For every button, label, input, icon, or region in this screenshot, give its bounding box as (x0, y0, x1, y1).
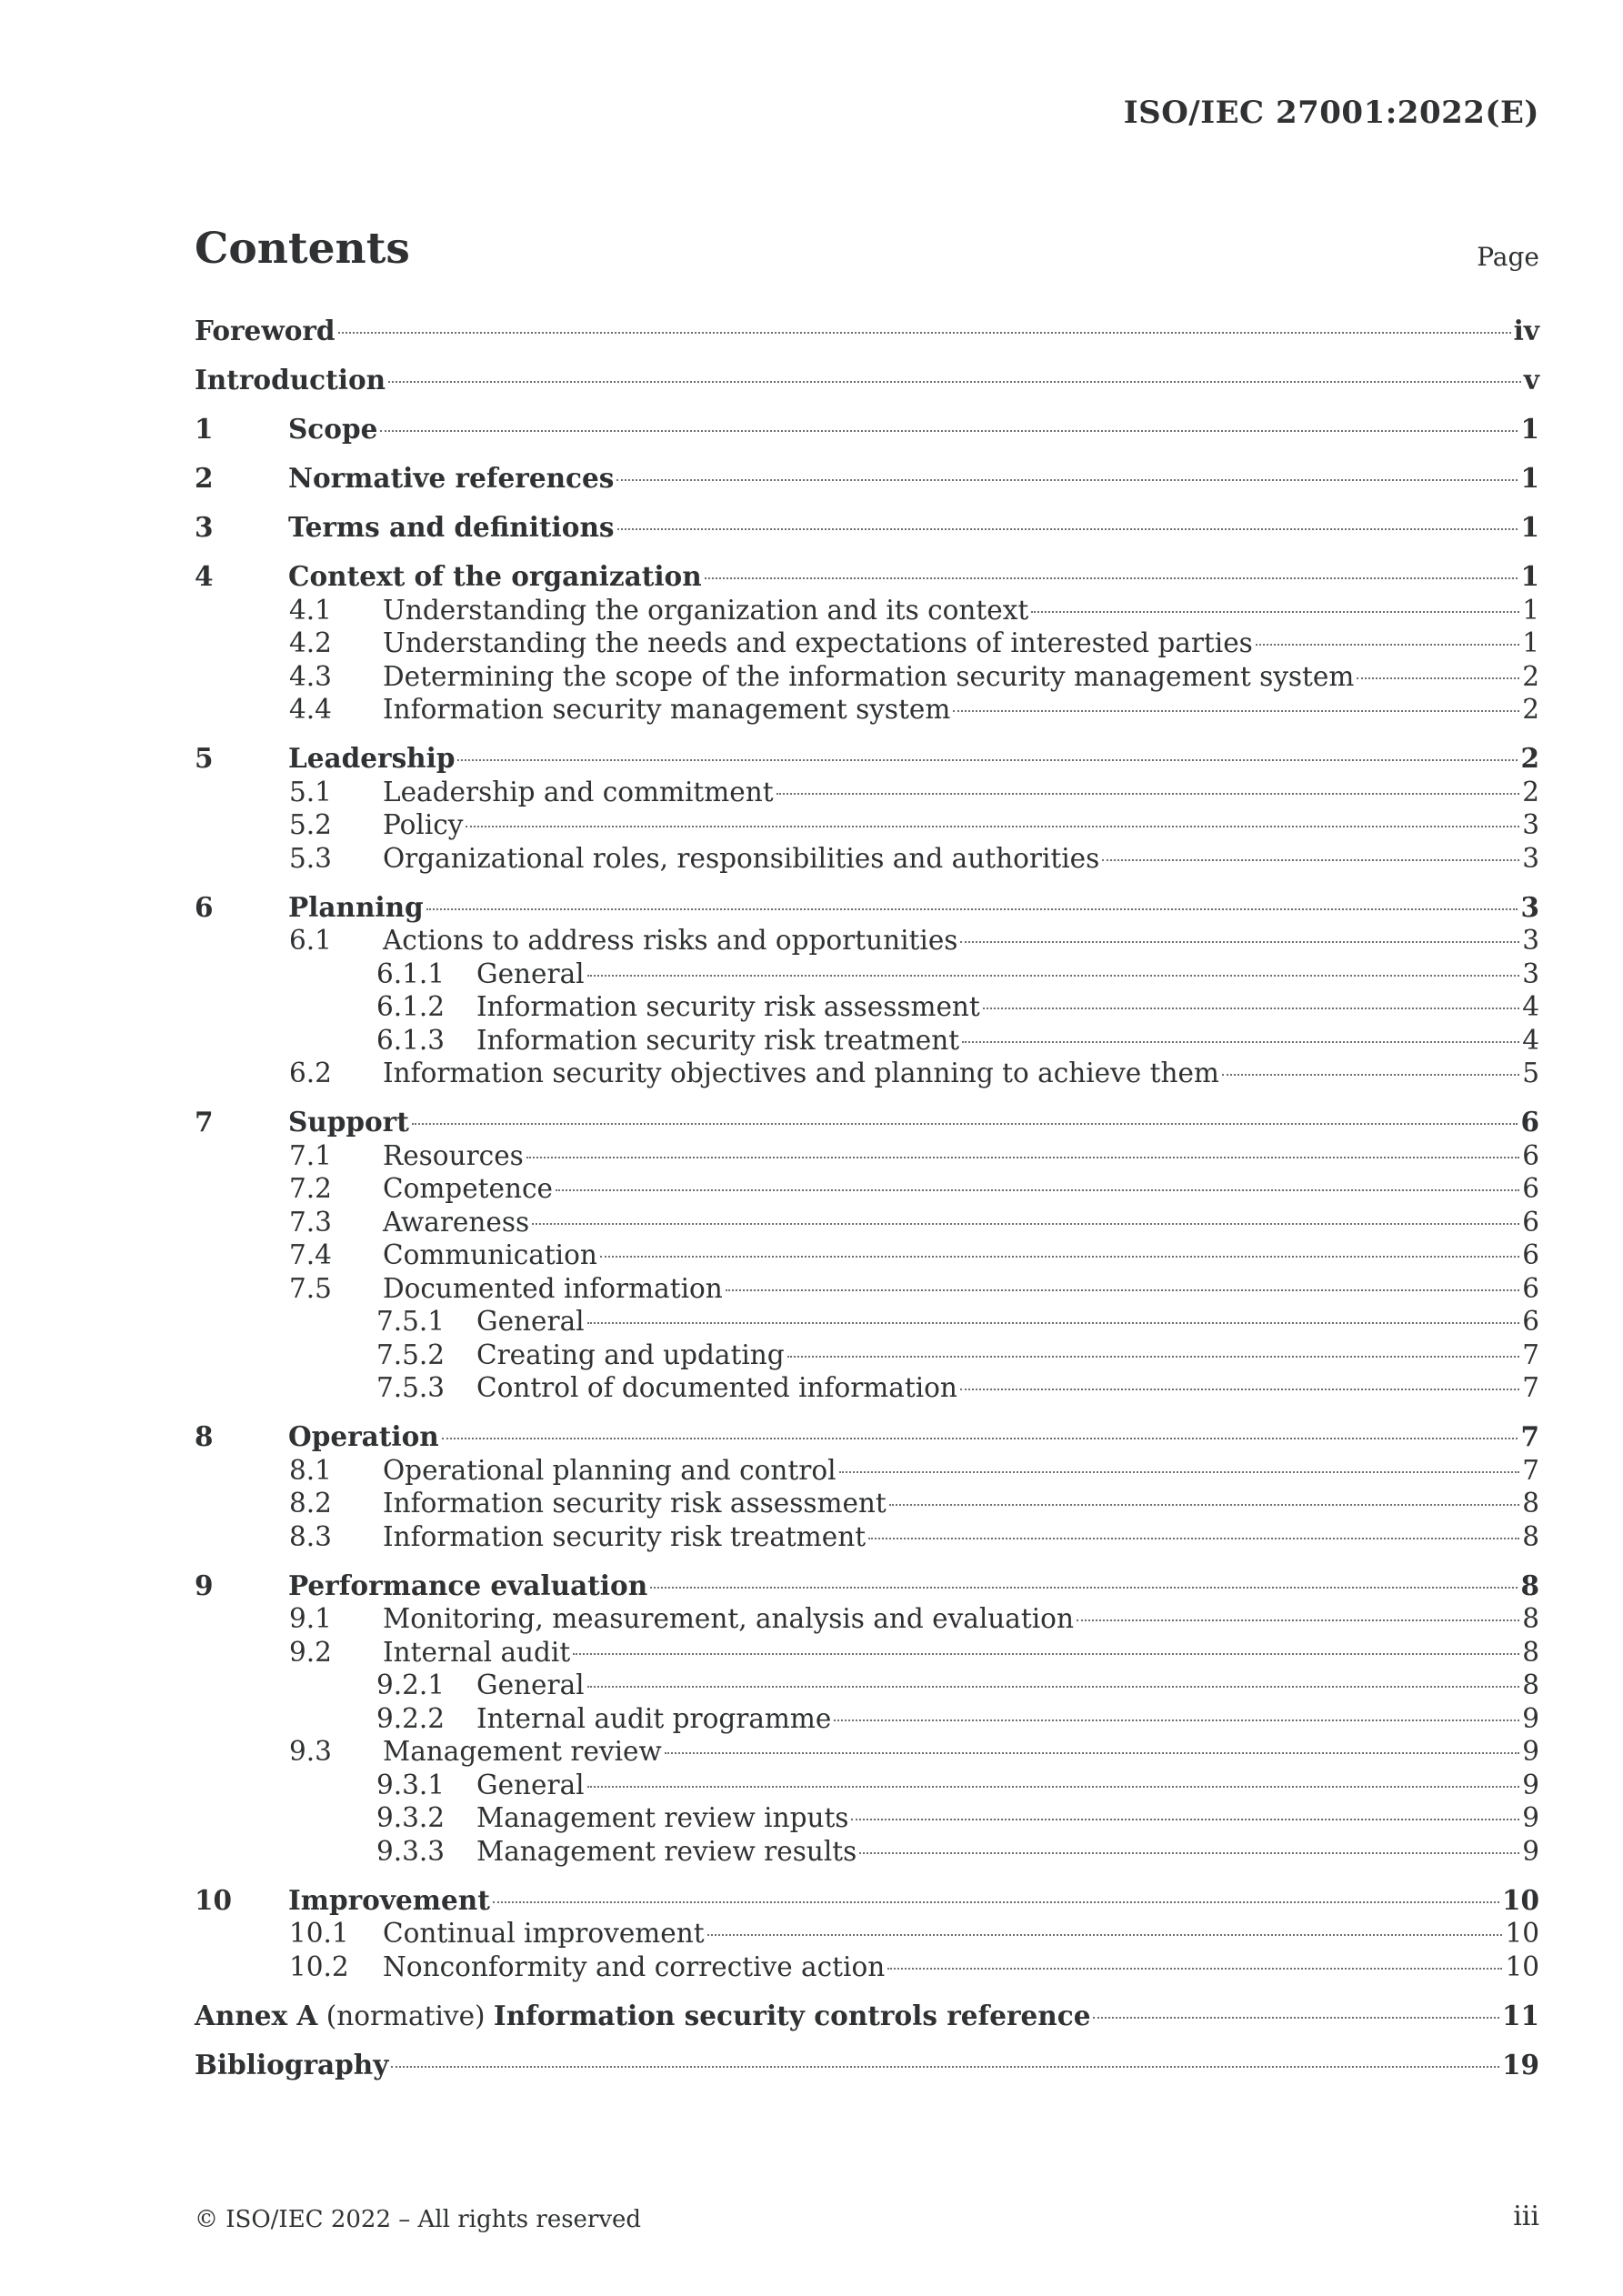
dot-leader (388, 381, 1521, 383)
toc-entry-number: 9.1 (289, 1603, 332, 1634)
dot-leader (665, 1752, 1519, 1754)
toc-entry[interactable] (195, 1420, 1539, 1454)
dot-leader (889, 1504, 1519, 1506)
footer-copyright: © ISO/IEC 2022 – All rights reserved (195, 2206, 642, 2233)
toc-entry-title: Resources (383, 1139, 524, 1171)
toc-entry-page: 6 (1522, 1139, 1539, 1171)
dot-leader (380, 430, 1518, 432)
dot-leader (466, 826, 1519, 827)
contents-title: Contents (195, 224, 410, 274)
toc-entry[interactable] (195, 1305, 1539, 1338)
toc-entry-page: 6 (1522, 1239, 1539, 1270)
toc-entry-page: 7 (1522, 1338, 1539, 1370)
toc-entry-page: 1 (1522, 594, 1539, 626)
dot-leader (391, 2066, 1499, 2068)
toc-entry[interactable] (195, 1520, 1539, 1554)
toc-entry-page: 3 (1522, 925, 1539, 956)
toc-entry-number: 9.3 (289, 1736, 332, 1767)
toc-entry-number: 8 (195, 1420, 214, 1452)
toc-entry-page: 6 (1522, 1206, 1539, 1238)
dot-leader (1102, 859, 1519, 861)
toc-entry-number: 6 (195, 890, 214, 923)
dot-leader (1357, 677, 1519, 679)
dot-leader (983, 1008, 1519, 1009)
toc-entry-number: 9.2 (289, 1636, 332, 1668)
toc-entry-page: 7 (1522, 1372, 1539, 1403)
toc-entry-page: 8 (1522, 1520, 1539, 1552)
toc-entry[interactable] (195, 924, 1539, 958)
toc-entry-title: Planning (288, 890, 424, 923)
dot-leader (338, 332, 1511, 334)
toc-entry-title: Control of documented information (476, 1372, 957, 1403)
toc-entry[interactable] (195, 462, 1539, 496)
toc-entry-page: 1 (1520, 413, 1539, 445)
toc-entry[interactable] (195, 1024, 1539, 1058)
dot-leader (868, 1538, 1519, 1539)
dot-leader (705, 577, 1518, 579)
toc-entry-number: 9.3.1 (376, 1769, 446, 1800)
dot-leader (1093, 2017, 1498, 2019)
toc-entry-title: Documented information (383, 1272, 723, 1304)
toc-entry-number: 4.4 (289, 694, 332, 725)
toc-entry-title: Performance evaluation (288, 1569, 648, 1601)
toc-entry-number: 6.2 (289, 1058, 332, 1088)
toc-entry[interactable] (195, 1106, 1539, 1139)
toc-entry-number: 7 (195, 1106, 214, 1138)
dot-leader (493, 1901, 1499, 1903)
toc-entry-number: 10 (195, 1883, 233, 1916)
toc-entry-page: 8 (1522, 1488, 1539, 1519)
toc-entry[interactable] (195, 315, 1539, 348)
toc-entry-page: 4 (1522, 1024, 1539, 1056)
dot-leader (442, 1438, 1518, 1439)
dot-leader (1222, 1074, 1519, 1076)
toc-entry-title: General (476, 1306, 585, 1337)
toc-entry[interactable] (195, 660, 1539, 694)
toc-entry-number: 6.1.2 (376, 991, 446, 1022)
toc-entry[interactable] (195, 1769, 1539, 1802)
toc-entry[interactable] (195, 1206, 1539, 1239)
toc-entry-page: 9 (1522, 1702, 1539, 1734)
toc-entry-number: 4.1 (289, 594, 332, 626)
dot-leader (526, 1157, 1519, 1158)
toc-entry-page: 7 (1520, 1420, 1539, 1452)
toc-entry-number: 5 (195, 742, 214, 774)
toc-entry[interactable] (195, 1735, 1539, 1769)
toc-entry-title: Information security risk treatment (476, 1024, 960, 1056)
toc-entry-title: Leadership and commitment (383, 776, 774, 807)
dot-leader (859, 1852, 1519, 1854)
dot-leader (776, 793, 1520, 795)
toc-entry-number: 5.1 (289, 776, 332, 807)
toc-entry[interactable] (195, 627, 1539, 660)
toc-entry[interactable] (195, 1338, 1539, 1372)
toc-entry[interactable] (195, 1139, 1539, 1173)
toc-entry-page: 2 (1522, 694, 1539, 725)
toc-entry[interactable] (195, 1057, 1539, 1090)
toc-entry-number: 7.4 (289, 1239, 332, 1270)
toc-entry[interactable] (195, 1884, 1539, 1918)
dot-leader (616, 479, 1518, 481)
toc-entry-number: 7.5.1 (376, 1306, 446, 1337)
dot-leader (587, 1786, 1520, 1788)
toc-entry-number: 6.1 (289, 925, 332, 956)
toc-entry-number: 9.2.2 (376, 1702, 446, 1734)
toc-entry-page: iv (1513, 315, 1539, 346)
toc-entry-number: 9 (195, 1569, 214, 1601)
toc-entry-number: 4 (195, 560, 214, 592)
toc-entry-title: Communication (383, 1239, 597, 1270)
toc-entry-page: 9 (1522, 1736, 1539, 1767)
dot-leader (953, 710, 1519, 712)
toc-entry-number: 7.5 (289, 1272, 332, 1304)
toc-entry-title: Management review results (476, 1835, 857, 1867)
toc-entry[interactable] (195, 560, 1539, 594)
toc-entry-title: Nonconformity and corrective action (383, 1950, 886, 1982)
toc-entry[interactable] (195, 1172, 1539, 1206)
toc-entry-page: 3 (1522, 842, 1539, 874)
toc-entry-title: Monitoring, measurement, analysis and evaluation (383, 1603, 1074, 1634)
dot-leader (962, 1041, 1519, 1043)
toc-entry-number: 7.5.2 (376, 1338, 446, 1370)
toc-entry-page: 1 (1520, 560, 1539, 592)
toc-entry-title: Management review inputs (476, 1802, 849, 1833)
toc-entry[interactable] (195, 1272, 1539, 1306)
dot-leader (834, 1719, 1519, 1721)
dot-leader (457, 759, 1518, 761)
dot-leader (587, 1322, 1520, 1324)
toc-entry-title: Understanding the organization and its context (383, 594, 1029, 626)
toc-entry-title: Support (288, 1106, 409, 1138)
dot-leader (960, 1389, 1519, 1390)
toc-entry-title: Operational planning and control (383, 1454, 837, 1486)
toc-entry-title: General (476, 958, 585, 989)
toc-entry[interactable] (195, 1801, 1539, 1835)
toc-entry-page: 1 (1520, 462, 1539, 494)
toc-entry-page: 8 (1522, 1636, 1539, 1668)
toc-entry[interactable] (195, 413, 1539, 446)
toc-entry[interactable] (195, 511, 1539, 545)
toc-entry-number: 6.1.1 (376, 958, 446, 989)
toc-entry[interactable] (195, 842, 1539, 876)
toc-entry-number: 5.2 (289, 809, 332, 840)
toc-entry-number: 7.1 (289, 1139, 332, 1171)
toc-entry-number: 9.3.3 (376, 1835, 446, 1867)
toc-entry-title: Foreword (195, 315, 336, 346)
toc-entry[interactable] (195, 1602, 1539, 1636)
toc-entry-title: Competence (383, 1173, 553, 1204)
toc-entry[interactable] (195, 990, 1539, 1024)
toc-entry-title (195, 2000, 1090, 2033)
toc-entry-page: 4 (1522, 991, 1539, 1022)
toc-entry-title: General (476, 1669, 585, 1700)
toc-entry-title: Creating and updating (476, 1338, 785, 1370)
toc-entry-number: 5.3 (289, 842, 332, 874)
toc-entry-title: Management review (383, 1736, 662, 1767)
toc-entry-title: Scope (288, 413, 378, 445)
toc-entry-page: 3 (1522, 958, 1539, 989)
toc-entry[interactable] (195, 1238, 1539, 1272)
toc-entry-page: v (1523, 364, 1539, 396)
toc-entry-page: 6 (1522, 1173, 1539, 1204)
dot-leader (412, 1123, 1518, 1125)
toc-entry-page: 1 (1520, 511, 1539, 543)
toc-entry-number: 8.3 (289, 1520, 332, 1552)
toc-entry-number: 9.3.2 (376, 1802, 446, 1833)
toc-entry-page: 6 (1522, 1306, 1539, 1337)
toc-entry-page: 8 (1522, 1669, 1539, 1700)
dot-leader (650, 1587, 1518, 1589)
toc-entry-title: Determining the scope of the information security management system (383, 660, 1355, 692)
toc-entry-page: 2 (1522, 660, 1539, 692)
dot-leader (887, 1968, 1502, 1970)
toc-entry-title: Understanding the needs and expectations of interested parties (383, 627, 1253, 658)
toc-entry-page: 5 (1522, 1058, 1539, 1088)
toc-entry-title: Information security risk assessment (476, 991, 980, 1022)
toc-entry[interactable] (195, 1917, 1539, 1950)
toc-entry-page: 10 (1505, 1950, 1539, 1982)
toc-entry[interactable] (195, 958, 1539, 991)
toc-entry-title: Actions to address risks and opportunities (383, 925, 958, 956)
toc-entry-title: Information security risk assessment (383, 1488, 887, 1519)
toc-entry-page: 10 (1501, 1883, 1539, 1916)
toc-entry-number: 4.2 (289, 627, 332, 658)
dot-leader (587, 1686, 1520, 1688)
annex-note: (normative) (317, 2000, 494, 2031)
dot-leader (1077, 1619, 1519, 1621)
toc-entry-title: Information security risk treatment (383, 1520, 867, 1552)
toc-entry-title: Information security objectives and planning to achieve them (383, 1058, 1219, 1088)
toc-entry[interactable] (195, 594, 1539, 627)
dot-leader (426, 908, 1518, 910)
dot-leader (600, 1256, 1519, 1258)
dot-leader (1031, 611, 1519, 613)
toc-entry[interactable] (195, 1950, 1539, 1984)
toc-entry-title: Context of the organization (288, 560, 702, 592)
toc-entry-page: 2 (1520, 742, 1539, 774)
toc-entry-page: 6 (1522, 1272, 1539, 1304)
toc-entry[interactable] (195, 1487, 1539, 1520)
toc-entry-page: 11 (1501, 1999, 1539, 2031)
dot-leader (851, 1819, 1519, 1820)
toc-entry[interactable] (195, 808, 1539, 842)
toc-entry-title: Internal audit programme (476, 1702, 832, 1734)
toc-entry[interactable] (195, 2049, 1539, 2082)
dot-leader (960, 941, 1519, 943)
toc-entry-title: Terms and definitions (288, 511, 615, 543)
toc-entry[interactable] (195, 364, 1539, 397)
toc-entry-page: 9 (1522, 1769, 1539, 1800)
toc-entry-title: Leadership (288, 742, 456, 774)
toc-entry-page: 6 (1520, 1106, 1539, 1138)
dot-leader (556, 1189, 1519, 1191)
dot-leader (1256, 644, 1519, 646)
toc-entry-page: 3 (1520, 890, 1539, 923)
toc-entry-title: Improvement (288, 1883, 490, 1916)
toc-entry-number: 9.2.1 (376, 1669, 446, 1700)
toc-entry-page: 9 (1522, 1835, 1539, 1867)
toc-entry[interactable] (195, 1636, 1539, 1669)
page-column-label: Page (1477, 242, 1539, 272)
toc-entry-number: 10.2 (289, 1950, 349, 1982)
toc-entry-number: 8.1 (289, 1454, 332, 1486)
dot-leader (726, 1289, 1519, 1291)
toc-entry[interactable] (195, 1454, 1539, 1488)
toc-entry[interactable] (195, 1835, 1539, 1869)
annex-title: Information security controls reference (493, 1999, 1091, 2031)
dot-leader (573, 1653, 1519, 1655)
toc-entry-number: 1 (195, 413, 214, 445)
toc-entry-title: Internal audit (383, 1636, 571, 1668)
document-id: ISO/IEC 27001:2022(E) (1123, 95, 1539, 131)
toc-entry-number: 2 (195, 462, 214, 494)
toc-entry-number: 7.2 (289, 1173, 332, 1204)
toc-entry[interactable] (195, 693, 1539, 727)
toc-entry-title: Bibliography (195, 2048, 389, 2080)
dot-leader (787, 1356, 1520, 1358)
toc-entry-title: Organizational roles, responsibilities and authorities (383, 842, 1100, 874)
dot-leader (617, 528, 1518, 530)
toc-entry-title: Operation (288, 1420, 439, 1452)
dot-leader (707, 1934, 1503, 1936)
toc-entry[interactable] (195, 1371, 1539, 1405)
toc-entry-page: 9 (1522, 1802, 1539, 1833)
table-of-contents (195, 315, 1539, 2081)
toc-entry-number: 4.3 (289, 660, 332, 692)
toc-entry[interactable] (195, 1569, 1539, 1603)
toc-entry[interactable] (195, 1669, 1539, 1702)
toc-entry-title: Introduction (195, 364, 386, 396)
toc-entry-number: 6.1.3 (376, 1024, 446, 1056)
toc-entry-title: Continual improvement (383, 1918, 705, 1949)
toc-entry-page: 3 (1522, 809, 1539, 840)
toc-entry-number: 7.3 (289, 1206, 332, 1238)
toc-entry-page: 8 (1520, 1569, 1539, 1601)
toc-entry-page: 2 (1522, 776, 1539, 807)
toc-entry-title: General (476, 1769, 585, 1800)
toc-entry-title: Normative references (288, 462, 615, 494)
toc-entry-number: 10.1 (289, 1918, 349, 1949)
toc-entry-page: 1 (1522, 627, 1539, 658)
dot-leader (532, 1223, 1519, 1225)
toc-entry-number: 3 (195, 511, 214, 543)
toc-entry[interactable] (195, 1702, 1539, 1736)
toc-entry-page: 10 (1505, 1918, 1539, 1949)
dot-leader (587, 975, 1520, 977)
toc-entry-title: Policy (383, 809, 464, 840)
toc-entry[interactable] (195, 776, 1539, 809)
toc-entry[interactable] (195, 742, 1539, 776)
dot-leader (839, 1471, 1520, 1473)
toc-entry[interactable] (195, 891, 1539, 925)
footer-page-number: iii (1513, 2201, 1539, 2232)
toc-entry-page: 19 (1501, 2048, 1539, 2080)
toc-entry-title: Information security management system (383, 694, 951, 725)
toc-entry-page: 8 (1522, 1603, 1539, 1634)
toc-entry-number: 8.2 (289, 1488, 332, 1519)
toc-entry[interactable] (195, 2000, 1539, 2033)
toc-entry-number: 7.5.3 (376, 1372, 446, 1403)
annex-label: Annex A (195, 1999, 318, 2031)
toc-entry-page: 7 (1522, 1454, 1539, 1486)
toc-entry-title: Awareness (383, 1206, 530, 1238)
